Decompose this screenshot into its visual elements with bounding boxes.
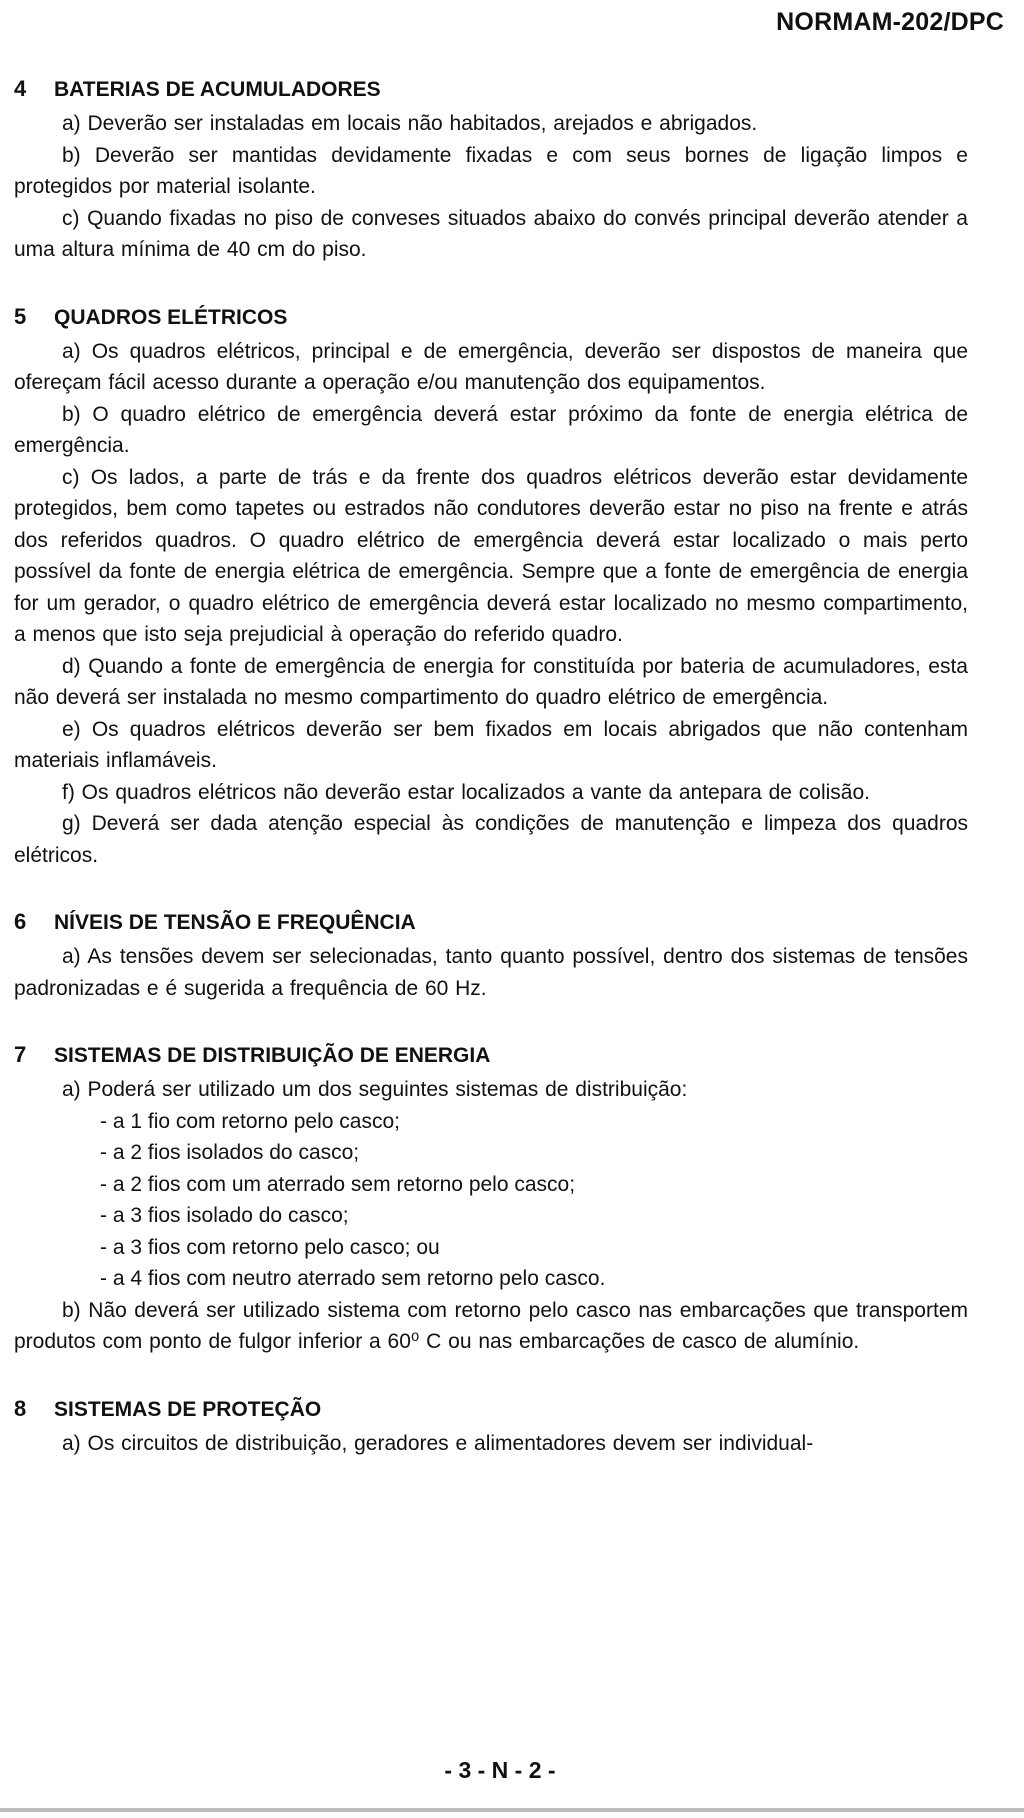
list-item: - a 2 fios isolados do casco; bbox=[100, 1141, 360, 1164]
page-number bbox=[0, 1757, 1024, 1784]
paragraph: c) Os lados, a parte de trás e da frente dos quadros elétricos deverão estar devidamente protegidos, bem como tapetes ou estrados não condutores deverão estar no piso na frente e atrás dos referidos quadros. O quadro elétrico de emergência deverá estar localizado o mais perto possível da fonte de energia elétrica de emergência. Sempre que a fonte de emergência de energia for um gerador, o quadro elétrico de emergência deverá estar localizado no mesmo compartimento, a menos que isto seja prejudicial à operação do referido quadro. bbox=[14, 465, 968, 646]
section-8 bbox=[14, 1392, 968, 1460]
list-item: - a 2 fios com um aterrado sem retorno pelo casco; bbox=[100, 1172, 576, 1196]
paragraph: a) Os quadros elétricos, principal e de emergência, deverão ser dispostos de maneira que ofereçam fácil acesso durante a operação e/ou manutenção dos equipamentos. bbox=[14, 339, 968, 394]
list-item: - a 3 fios com retorno pelo casco; ou bbox=[100, 1235, 440, 1259]
paragraph: b) Não deverá ser utilizado sistema com retorno pelo casco nas embarcações que transportem produtos com ponto de fulgor inferior a 60⁰ C ou nas embarcações de casco de alumínio. bbox=[14, 1298, 968, 1353]
paragraph: a) Poderá ser utilizado um dos seguintes sistemas de distribuição: bbox=[62, 1078, 688, 1101]
paragraph: b) O quadro elétrico de emergência deverá estar próximo da fonte de energia elétrica de emergência. bbox=[14, 402, 968, 457]
paragraph: f) Os quadros elétricos não deverão estar localizados a vante da antepara de colisão. bbox=[62, 780, 870, 804]
section-5 bbox=[14, 300, 968, 872]
list-item: - a 1 fio com retorno pelo casco; bbox=[100, 1109, 400, 1133]
section-title: QUADROS ELÉTRICOS bbox=[54, 305, 288, 329]
paragraph: g) Deverá ser dada atenção especial às condições de manutenção e limpeza dos quadros elétricos. bbox=[14, 812, 968, 867]
document-body bbox=[14, 72, 968, 1493]
section-heading bbox=[14, 300, 968, 334]
paragraph: d) Quando a fonte de emergência de energia for constituída por bateria de acumuladores, esta não deverá ser instalada no mesmo compartimento do quadro elétrico de emergência. bbox=[14, 654, 968, 709]
bottom-divider bbox=[0, 1808, 1024, 1812]
section-heading bbox=[14, 1038, 968, 1072]
paragraph: e) Os quadros elétricos deverão ser bem fixados em locais abrigados que não contenham materiais inflamáveis. bbox=[14, 717, 968, 772]
section-number: 4 bbox=[14, 76, 27, 101]
section-title: NÍVEIS DE TENSÃO E FREQUÊNCIA bbox=[54, 911, 416, 934]
distribution-systems-list bbox=[14, 1106, 968, 1295]
section-title: BATERIAS DE ACUMULADORES bbox=[54, 78, 381, 101]
section-heading bbox=[14, 1392, 968, 1426]
section-title: SISTEMAS DE PROTEÇÃO bbox=[54, 1397, 322, 1421]
section-title: SISTEMAS DE DISTRIBUIÇÃO DE ENERGIA bbox=[54, 1044, 491, 1067]
section-7 bbox=[14, 1038, 968, 1358]
paragraph: a) Deverão ser instaladas em locais não habitados, arejados e abrigados. bbox=[62, 112, 758, 135]
section-heading bbox=[14, 905, 968, 939]
section-number: 8 bbox=[14, 1395, 27, 1421]
list-item: - a 3 fios isolado do casco; bbox=[100, 1204, 349, 1227]
section-number: 5 bbox=[14, 303, 27, 329]
paragraph: a) Os circuitos de distribuição, geradores e alimentadores devem ser individual- bbox=[62, 1431, 814, 1455]
page-number-label: - 3 - N - 2 - bbox=[444, 1757, 556, 1783]
section-heading bbox=[14, 72, 968, 106]
document-code: NORMAM-202/DPC bbox=[776, 8, 1004, 36]
paragraph: a) As tensões devem ser selecionadas, tanto quanto possível, dentro dos sistemas de tensões padronizadas e é sugerida a frequência de 60 Hz. bbox=[14, 945, 968, 1000]
section-6 bbox=[14, 905, 968, 1004]
section-number: 7 bbox=[14, 1042, 27, 1067]
paragraph: c) Quando fixadas no piso de conveses situados abaixo do convés principal deverão atender a uma altura mínima de 40 cm do piso. bbox=[14, 206, 968, 261]
section-4 bbox=[14, 72, 968, 266]
paragraph: b) Deverão ser mantidas devidamente fixadas e com seus bornes de ligação limpos e protegidos por material isolante. bbox=[14, 143, 968, 198]
section-number: 6 bbox=[14, 909, 27, 934]
list-item: - a 4 fios com neutro aterrado sem retorno pelo casco. bbox=[100, 1267, 606, 1290]
